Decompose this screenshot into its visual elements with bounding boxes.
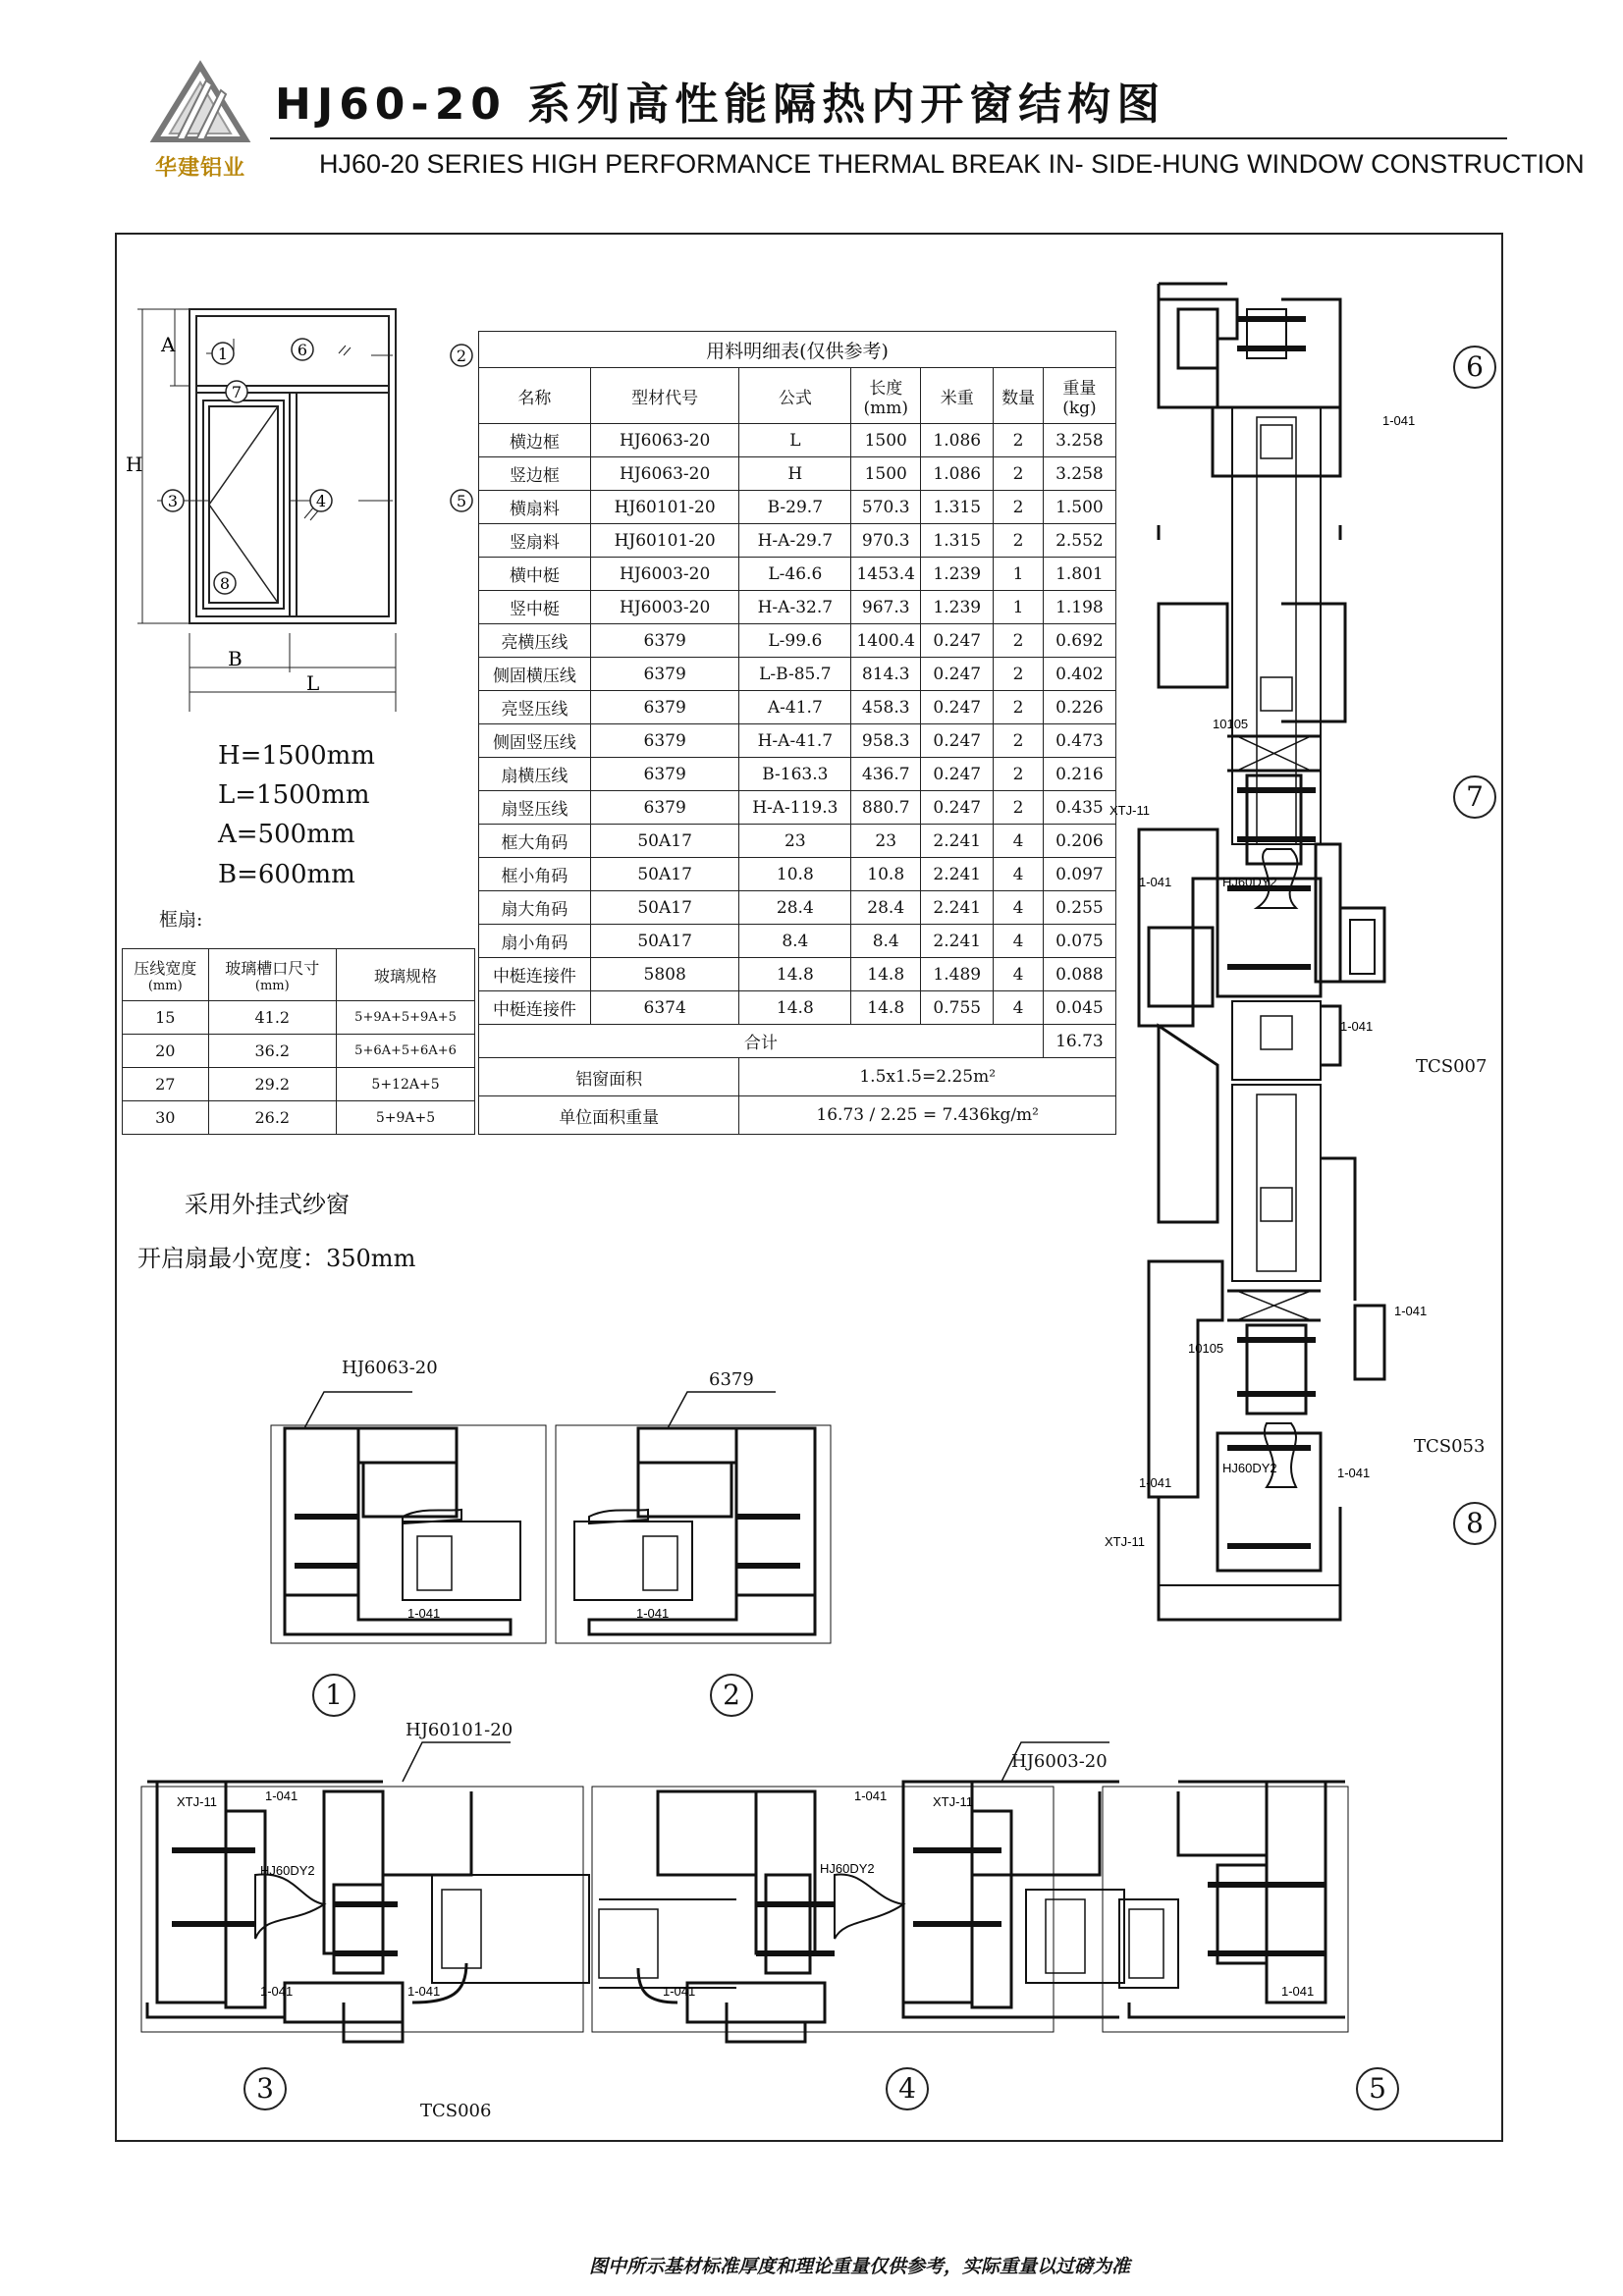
table-cell: 0.247 [921,724,994,758]
s2-part-label: 1-041 [636,1606,670,1621]
table-cell: 1.239 [921,591,994,624]
table-cell: 0.247 [921,758,994,791]
table-cell: H-A-29.7 [739,524,851,558]
table-cell: L [739,424,851,457]
table-cell: 880.7 [851,791,921,825]
table-row: 15 41.2 5+9A+5+9A+5 [123,1001,475,1035]
unit-weight-row: 单位面积重量 16.73 / 2.25 = 7.436kg/m² [479,1096,1116,1135]
screen-note: 采用外挂式纱窗 [185,1191,350,1218]
elevation-marker-4: 4 [315,492,327,510]
table-cell: 14.8 [739,991,851,1025]
table-cell: HJ6063-20 [590,424,739,457]
table-cell: 0.255 [1043,891,1115,925]
table-cell: H-A-41.7 [739,724,851,758]
section-1-2-drawing [265,1355,844,1669]
table-cell: 3.258 [1043,457,1115,491]
table-cell: 0.045 [1043,991,1115,1025]
table-cell: 0.247 [921,791,994,825]
table-cell: 扇小角码 [479,925,591,958]
table-cell: 1500 [851,457,921,491]
table-cell: 1 [994,591,1044,624]
table-cell: 10.8 [739,858,851,891]
table-row: 20 36.2 5+6A+5+6A+6 [123,1035,475,1068]
table-cell: HJ60101-20 [590,491,739,524]
s8-part-4: HJ60DY2 [1222,1461,1277,1475]
table-cell: 2.241 [921,891,994,925]
section-7-number: 7 [1453,775,1496,819]
table-cell: 0.435 [1043,791,1115,825]
area-row: 铝窗面积 1.5x1.5=2.25m² [479,1058,1116,1096]
section-1-number: 1 [312,1674,355,1717]
table-cell: L-99.6 [739,624,851,658]
table-cell: 2 [994,658,1044,691]
table-cell: 2 [994,691,1044,724]
table-cell: 1 [994,558,1044,591]
table-cell: 50A17 [590,858,739,891]
s8-part-2: 10105 [1188,1341,1224,1356]
table-cell: 3.258 [1043,424,1115,457]
table-cell: 4 [994,925,1044,958]
glass-table-caption: 框扇: [159,909,203,931]
table-cell: 2 [994,624,1044,658]
table-cell: 28.4 [851,891,921,925]
table-cell: 侧固竖压线 [479,724,591,758]
elevation-marker-2: 2 [456,347,467,365]
table-cell: H-A-32.7 [739,591,851,624]
table-cell: 0.755 [921,991,994,1025]
s1-part-label: 1-041 [407,1606,441,1621]
footer-note: 图中所示基材标准厚度和理论重量仅供参考，实际重量以过磅为准 [589,2256,1131,2277]
logo-text: 华建铝业 [154,156,245,181]
table-cell: 14.8 [739,958,851,991]
table-row [479,624,1116,658]
table-cell: 14.8 [851,991,921,1025]
glass-header-groove: 玻璃槽口尺寸 (mm) [208,949,337,1001]
table-row: 30 26.2 5+9A+5 [123,1101,475,1135]
table-cell: 814.3 [851,658,921,691]
section-8-number: 8 [1453,1502,1496,1545]
table-cell: L-B-85.7 [739,658,851,691]
material-table-title: 用料明细表(仅供参考) [479,332,1116,368]
table-cell: HJ6063-20 [590,457,739,491]
table-cell: 8.4 [739,925,851,958]
table-cell: 958.3 [851,724,921,758]
s3-bottom-label: TCS006 [420,2101,492,2121]
table-cell: 1.239 [921,558,994,591]
section-6-number: 6 [1453,346,1496,389]
table-cell: 2.241 [921,825,994,858]
table-cell: 扇大角码 [479,891,591,925]
s7-part-5: 1-041 [1340,1019,1374,1034]
table-cell: 1.315 [921,524,994,558]
table-row [479,758,1116,791]
table-cell: 2 [994,491,1044,524]
table-cell: 1.086 [921,457,994,491]
table-cell: 2.552 [1043,524,1115,558]
table-cell: 横扇料 [479,491,591,524]
elevation-marker-3: 3 [167,492,179,510]
table-cell: B-163.3 [739,758,851,791]
table-cell: 5808 [590,958,739,991]
table-cell: 50A17 [590,925,739,958]
s7-part-1: 10105 [1213,717,1249,731]
table-cell: 2.241 [921,925,994,958]
s8-part-3: 1-041 [1139,1475,1172,1490]
s3-part-5: 1-041 [407,1984,441,1999]
table-row [479,825,1116,858]
table-cell: 1.500 [1043,491,1115,524]
table-cell: 横中梃 [479,558,591,591]
dim-l: L=1500mm [218,780,370,810]
table-row [479,524,1116,558]
table-cell: HJ6003-20 [590,591,739,624]
elevation-marker-7: 7 [231,383,243,401]
table-cell: 2 [994,424,1044,457]
s7-part-4: HJ60DY2 [1222,875,1277,889]
s4-part-1: 1-041 [854,1789,888,1803]
dim-h: H=1500mm [218,741,375,771]
table-cell: 2 [994,724,1044,758]
dim-label-h: H [126,453,143,476]
table-cell: H [739,457,851,491]
table-row [479,925,1116,958]
table-cell: 1.086 [921,424,994,457]
table-cell: 横边框 [479,424,591,457]
table-cell: 458.3 [851,691,921,724]
table-cell: 亮竖压线 [479,691,591,724]
table-cell: 967.3 [851,591,921,624]
table-cell: 0.226 [1043,691,1115,724]
s7-part-2: XTJ-11 [1109,803,1150,818]
table-cell: 1.198 [1043,591,1115,624]
table-cell: 6379 [590,758,739,791]
table-cell: 570.3 [851,491,921,524]
table-row [479,958,1116,991]
s4-part-3: HJ60DY2 [820,1861,875,1876]
table-cell: 0.075 [1043,925,1115,958]
table-cell: 14.8 [851,958,921,991]
table-cell: 10.8 [851,858,921,891]
table-cell: 28.4 [739,891,851,925]
window-elevation [118,294,481,726]
table-cell: 2 [994,524,1044,558]
table-row [479,724,1116,758]
table-row [479,457,1116,491]
table-cell: H-A-119.3 [739,791,851,825]
vertical-section-drawing [1105,280,1453,1625]
table-cell: 竖边框 [479,457,591,491]
table-cell: 0.692 [1043,624,1115,658]
table-cell: 4 [994,958,1044,991]
dim-b: B=600mm [218,860,355,889]
section-5-number: 5 [1356,2067,1399,2110]
table-cell: 竖扇料 [479,524,591,558]
s8-side-label: TCS053 [1414,1436,1486,1457]
table-cell: 1453.4 [851,558,921,591]
title-divider [270,137,1507,139]
table-cell: 4 [994,825,1044,858]
table-row [479,858,1116,891]
s6-part-label: 1-041 [1382,413,1416,428]
s1-profile-label: HJ6063-20 [342,1358,438,1378]
table-cell: 50A17 [590,891,739,925]
company-logo [147,61,253,179]
table-cell: 8.4 [851,925,921,958]
table-cell: 23 [739,825,851,858]
table-cell: 6379 [590,691,739,724]
table-cell: 0.088 [1043,958,1115,991]
table-cell: 6379 [590,624,739,658]
s3-part-4: 1-041 [260,1984,294,1999]
table-cell: 4 [994,891,1044,925]
table-cell: 扇竖压线 [479,791,591,825]
table-cell: A-41.7 [739,691,851,724]
s4-part-4: 1-041 [663,1984,696,1999]
page-title: HJ60-20 系列高性能隔热内开窗结构图 [275,80,1166,130]
table-cell: 0.247 [921,691,994,724]
table-cell: 0.097 [1043,858,1115,891]
table-cell: 4 [994,858,1044,891]
section-3-4-5-drawing [137,1728,1483,2120]
material-table [478,331,1116,1135]
table-row [479,591,1116,624]
table-cell: B-29.7 [739,491,851,524]
table-row [479,491,1116,524]
table-row [479,991,1116,1025]
table-row [479,791,1116,825]
table-cell: 竖中梃 [479,591,591,624]
table-cell: 侧固横压线 [479,658,591,691]
section-3-number: 3 [243,2067,287,2110]
table-cell: 1400.4 [851,624,921,658]
table-cell: 1.801 [1043,558,1115,591]
table-cell: HJ6003-20 [590,558,739,591]
table-cell: 6379 [590,791,739,825]
dim-label-l: L [306,671,320,695]
material-table-header: 名称 型材代号 公式 长度 (mm) 米重 数量 重量 (kg) [479,368,1116,424]
table-cell: 6379 [590,724,739,758]
table-cell: 1.489 [921,958,994,991]
table-cell: 2 [994,758,1044,791]
table-cell: 0.216 [1043,758,1115,791]
table-cell: 4 [994,991,1044,1025]
table-cell: 1.315 [921,491,994,524]
table-cell: 2.241 [921,858,994,891]
table-cell: 970.3 [851,524,921,558]
dim-label-a: A [161,333,176,356]
s3-part-3: HJ60DY2 [260,1863,315,1878]
s7-side-label: TCS007 [1416,1056,1488,1077]
table-cell: 亮横压线 [479,624,591,658]
table-cell: 框小角码 [479,858,591,891]
table-cell: 中梃连接件 [479,991,591,1025]
s7-part-3: 1-041 [1139,875,1172,889]
table-cell: 扇横压线 [479,758,591,791]
elevation-marker-6: 6 [297,341,308,359]
table-cell: 2 [994,457,1044,491]
table-cell: 0.247 [921,658,994,691]
table-cell: 0.206 [1043,825,1115,858]
glass-spec-table [122,948,475,1135]
min-width-note: 开启扇最小宽度：350mm [137,1245,416,1272]
elevation-marker-5: 5 [456,492,467,510]
table-row [479,891,1116,925]
table-cell: L-46.6 [739,558,851,591]
table-cell: 23 [851,825,921,858]
s8-part-6: XTJ-11 [1105,1534,1145,1549]
table-cell: 6374 [590,991,739,1025]
table-row [479,558,1116,591]
table-cell: 中梃连接件 [479,958,591,991]
s3-profile-label: HJ60101-20 [406,1720,514,1740]
table-row [479,658,1116,691]
table-cell: 0.247 [921,624,994,658]
table-cell: 0.402 [1043,658,1115,691]
s2-profile-label: 6379 [709,1369,754,1390]
table-cell: 1500 [851,424,921,457]
elevation-marker-8: 8 [219,574,231,593]
dim-a: A=500mm [218,820,355,849]
section-2-number: 2 [710,1674,753,1717]
section-4-number: 4 [886,2067,929,2110]
table-cell: 0.473 [1043,724,1115,758]
page-subtitle: HJ60-20 SERIES HIGH PERFORMANCE THERMAL BREAK IN- SIDE-HUNG WINDOW CONSTRUCTION [319,149,1585,179]
table-cell: 436.7 [851,758,921,791]
glass-header-width: 压线宽度 (mm) [123,949,209,1001]
table-cell: 框大角码 [479,825,591,858]
total-row: 合计 16.73 [479,1025,1116,1058]
elevation-marker-1: 1 [217,345,229,363]
table-cell: 2 [994,791,1044,825]
s4-profile-label: HJ6003-20 [1011,1751,1108,1772]
s4-part-2: XTJ-11 [933,1794,973,1809]
table-cell: 6379 [590,658,739,691]
table-cell: HJ60101-20 [590,524,739,558]
s5-part-label: 1-041 [1281,1984,1315,1999]
s3-part-1: XTJ-11 [177,1794,217,1809]
glass-header-spec: 玻璃规格 [337,949,475,1001]
table-row [479,691,1116,724]
s8-part-1: 1-041 [1394,1304,1428,1318]
table-cell: 50A17 [590,825,739,858]
s8-part-5: 1-041 [1337,1466,1371,1480]
dim-label-b: B [228,647,243,670]
table-row: 27 29.2 5+12A+5 [123,1068,475,1101]
table-row [479,424,1116,457]
s3-part-2: 1-041 [265,1789,298,1803]
